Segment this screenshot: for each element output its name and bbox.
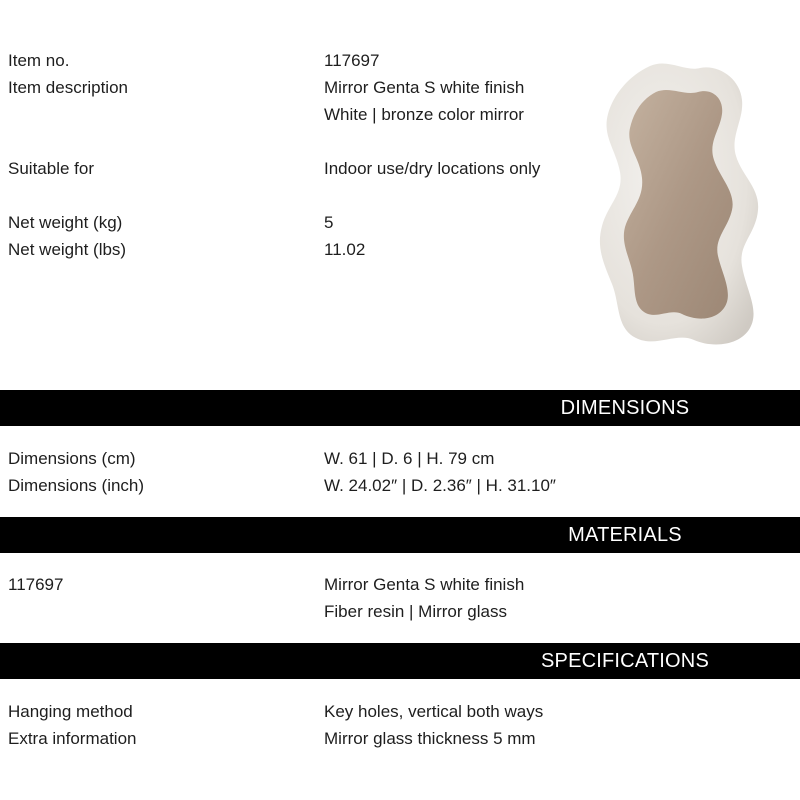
hanging-method-row [0,698,800,725]
dimensions-cm-value: W. 61 | D. 6 | H. 79 cm [324,449,495,468]
materials-item-label: 117697 [8,575,64,594]
materials-composition-value: Fiber resin | Mirror glass [324,602,507,621]
item-no-label: Item no. [8,51,70,70]
materials-item-value: Mirror Genta S white finish [324,575,525,594]
hanging-method-value: Key holes, vertical both ways [324,702,544,721]
net-weight-kg-value: 5 [324,213,334,232]
materials-composition-row [0,598,800,625]
specifications-heading: SPECIFICATIONS [540,650,709,672]
extra-information-label: Extra information [8,729,137,748]
extra-information-value: Mirror glass thickness 5 mm [324,729,536,748]
mirror-glass [624,90,733,319]
dimensions-inch-value: W. 24.02″ | D. 2.36″ | H. 31.10″ [324,476,556,495]
hanging-method-label: Hanging method [8,702,133,721]
item-description-label: Item description [8,78,128,97]
item-description-cont-value: White | bronze color mirror [324,105,524,124]
dimensions-cm-label: Dimensions (cm) [8,449,136,468]
materials-heading: MATERIALS [568,524,682,546]
item-no-value: 117697 [324,51,380,70]
dimensions-heading: DIMENSIONS [560,397,690,419]
dimensions-header-bar [0,390,800,426]
suitable-for-label: Suitable for [8,159,94,178]
net-weight-kg-label: Net weight (kg) [8,213,123,232]
materials-item-row [0,571,800,598]
item-description-value: Mirror Genta S white finish [324,78,525,97]
dimensions-cm-row [0,445,800,472]
mirror-illustration [590,58,770,353]
net-weight-lbs-label: Net weight (lbs) [8,240,127,259]
specifications-header-bar [0,643,800,679]
suitable-for-value: Indoor use/dry locations only [324,159,541,178]
net-weight-lbs-value: 11.02 [324,240,366,259]
dimensions-inch-label: Dimensions (inch) [8,476,145,495]
extra-information-row [0,725,800,752]
dimensions-inch-row [0,472,800,499]
materials-header-bar [0,517,800,553]
product-image-mirror [590,58,770,353]
